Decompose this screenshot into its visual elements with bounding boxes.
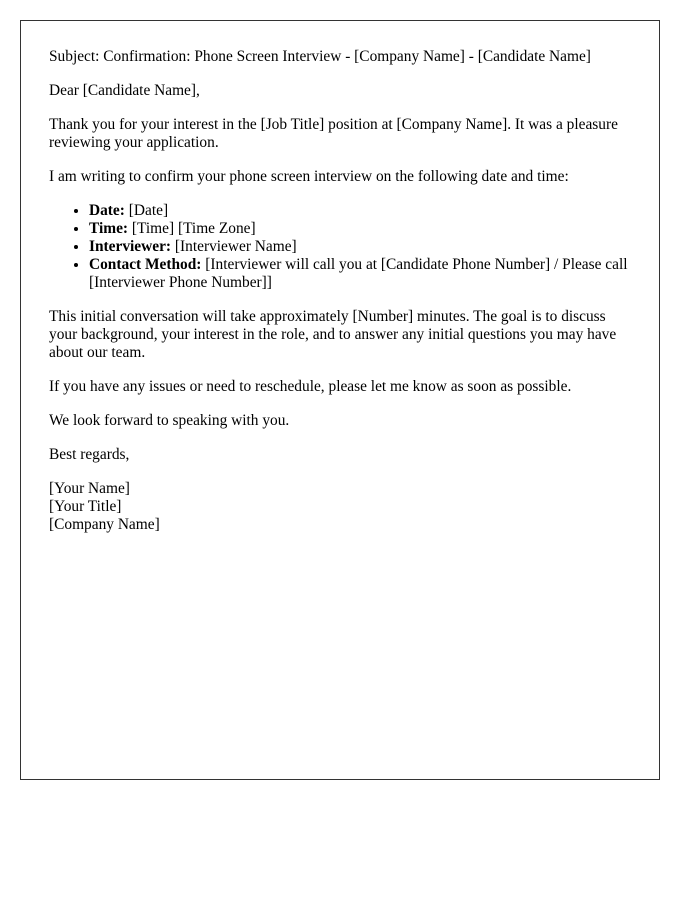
look-forward-paragraph: We look forward to speaking with you. [49, 412, 290, 429]
closing: Best regards, [49, 446, 130, 463]
detail-label: Contact Method: [89, 256, 202, 273]
intro-paragraph: Thank you for your interest in the [Job Title] position at [Company Name]. It was a pleasure reviewing your application. [49, 116, 618, 151]
letter-page [20, 20, 660, 780]
detail-label: Time: [89, 220, 129, 237]
body-paragraph: This initial conversation will take approximately [Number] minutes. The goal is to discuss your background, your interest in the role, and to answer any initial questions you may have about our team. [49, 308, 617, 361]
detail-time [89, 220, 631, 238]
signature-block [49, 480, 631, 534]
reschedule-paragraph: If you have any issues or need to reschedule, please let me know as soon as possible. [49, 378, 572, 395]
signature-name: [Your Name] [49, 480, 130, 497]
detail-value: [Time] [Time Zone] [131, 220, 256, 237]
greeting: Dear [Candidate Name], [49, 82, 200, 99]
detail-interviewer [89, 238, 631, 256]
detail-value: [Date] [128, 202, 169, 219]
detail-date [89, 202, 631, 220]
detail-contact-method [89, 256, 631, 292]
detail-value: [Interviewer will call you at [Candidate Phone Number] / Please call [Interviewer Phone Number]] [89, 256, 628, 291]
signature-title: [Your Title] [49, 498, 122, 515]
detail-value: [Interviewer Name] [174, 238, 297, 255]
confirm-paragraph: I am writing to confirm your phone screen interview on the following date and time: [49, 168, 569, 185]
signature-company: [Company Name] [49, 516, 160, 533]
detail-label: Date: [89, 202, 125, 219]
detail-label: Interviewer: [89, 238, 172, 255]
interview-details-list [49, 202, 631, 292]
subject-line: Subject: Confirmation: Phone Screen Interview - [Company Name] - [Candidate Name] [49, 48, 591, 65]
